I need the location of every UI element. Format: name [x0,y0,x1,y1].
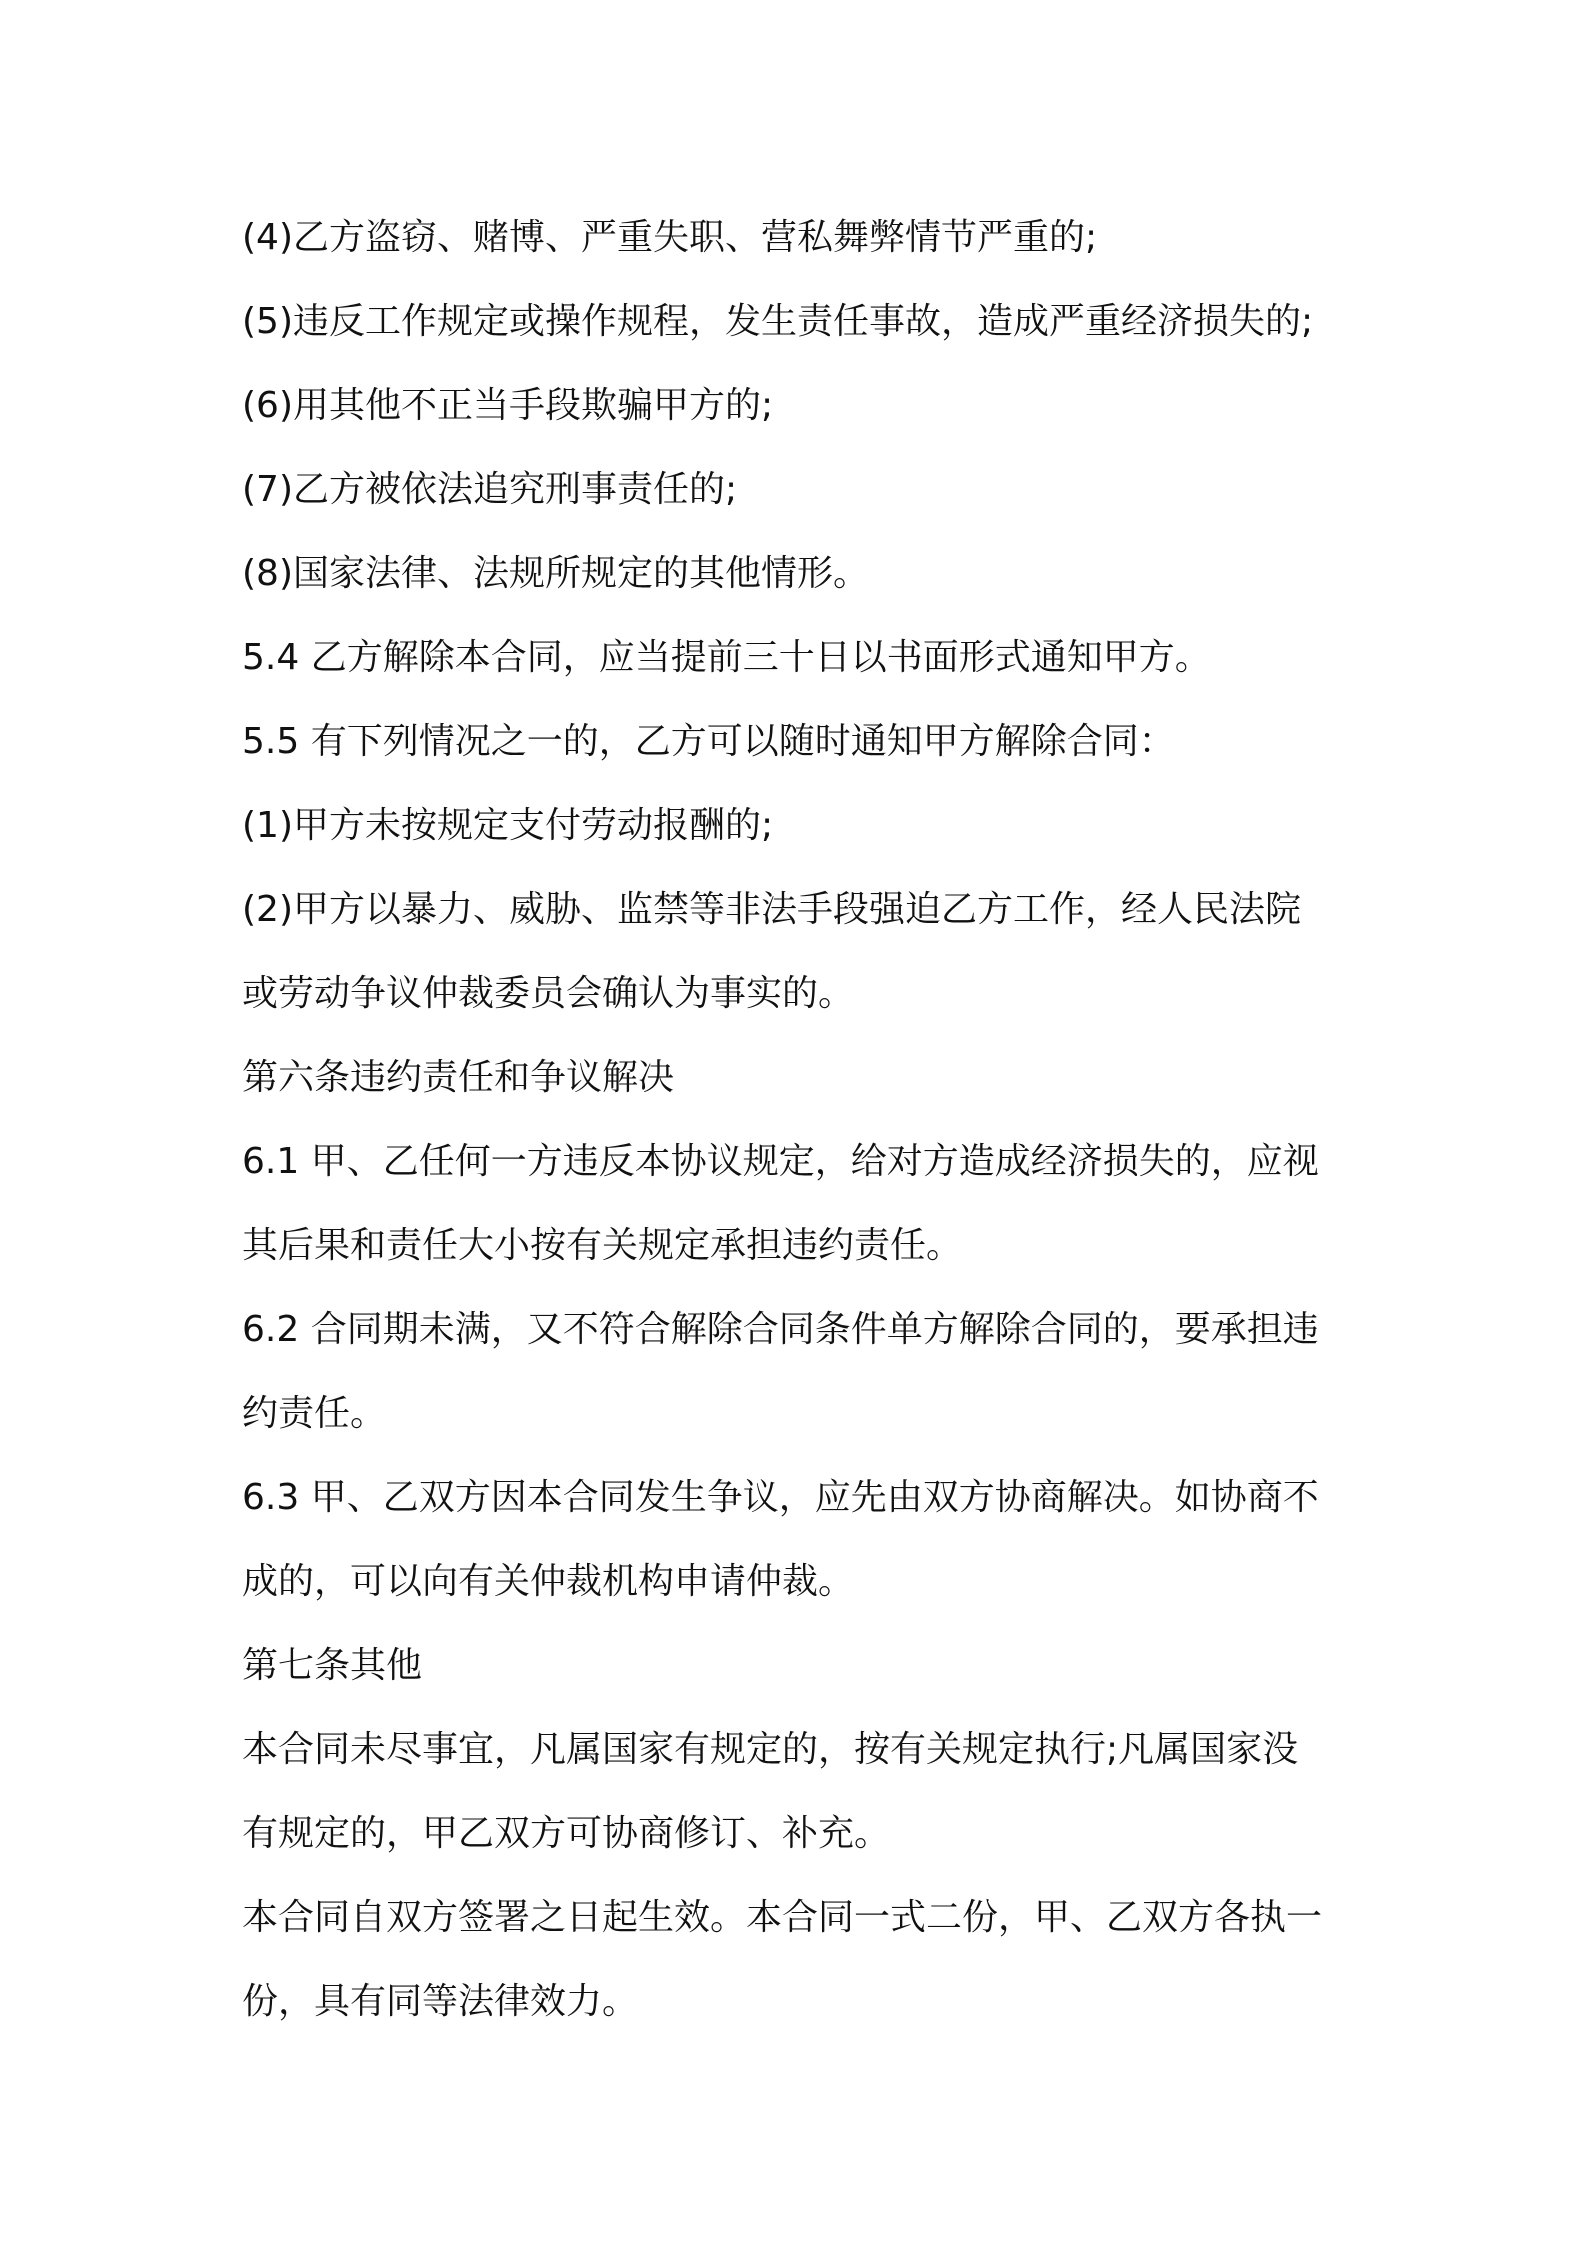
document-body [242,196,1362,2044]
text-line-17: 成的，可以向有关仲裁机构申请仲裁。 [242,1561,855,1602]
text-line-12: 6.1 甲、乙任何一方违反本协议规定，给对方造成经济损失的，应视 [242,1141,1319,1182]
text-line-3: (6)用其他不正当手段欺骗甲方的; [242,385,774,426]
text-line-20: 有规定的，甲乙双方可协商修订、补充。 [242,1813,891,1854]
text-line-22: 份，具有同等法律效力。 [242,1981,639,2022]
text-line-8: (1)甲方未按规定支付劳动报酬的; [242,805,774,846]
text-line-19: 本合同未尽事宜，凡属国家有规定的，按有关规定执行;凡属国家没 [242,1729,1299,1770]
text-line-21: 本合同自双方签署之日起生效。本合同一式二份，甲、乙双方各执一 [242,1897,1323,1938]
text-line-5: (8)国家法律、法规所规定的其他情形。 [242,553,869,594]
text-line-14: 6.2 合同期未满，又不符合解除合同条件单方解除合同的，要承担违 [242,1309,1319,1350]
text-line-9: (2)甲方以暴力、威胁、监禁等非法手段强迫乙方工作，经人民法院 [242,889,1301,930]
text-line-16: 6.3 甲、乙双方因本合同发生争议，应先由双方协商解决。如协商不 [242,1477,1319,1518]
text-line-7: 5.5 有下列情况之一的，乙方可以随时通知甲方解除合同： [242,721,1175,762]
text-line-2: (5)违反工作规定或操作规程，发生责任事故，造成严重经济损失的; [242,301,1314,342]
section-heading-7: 第七条其他 [242,1645,423,1686]
text-line-1: (4)乙方盗窃、赌博、严重失职、营私舞弊情节严重的; [242,217,1098,258]
text-line-15: 约责任。 [242,1393,387,1434]
text-line-13: 其后果和责任大小按有关规定承担违约责任。 [242,1225,963,1266]
text-line-4: (7)乙方被依法追究刑事责任的; [242,469,738,510]
text-line-10: 或劳动争议仲裁委员会确认为事实的。 [242,973,855,1014]
section-heading-6: 第六条违约责任和争议解决 [242,1057,675,1098]
text-line-6: 5.4 乙方解除本合同，应当提前三十日以书面形式通知甲方。 [242,637,1211,678]
